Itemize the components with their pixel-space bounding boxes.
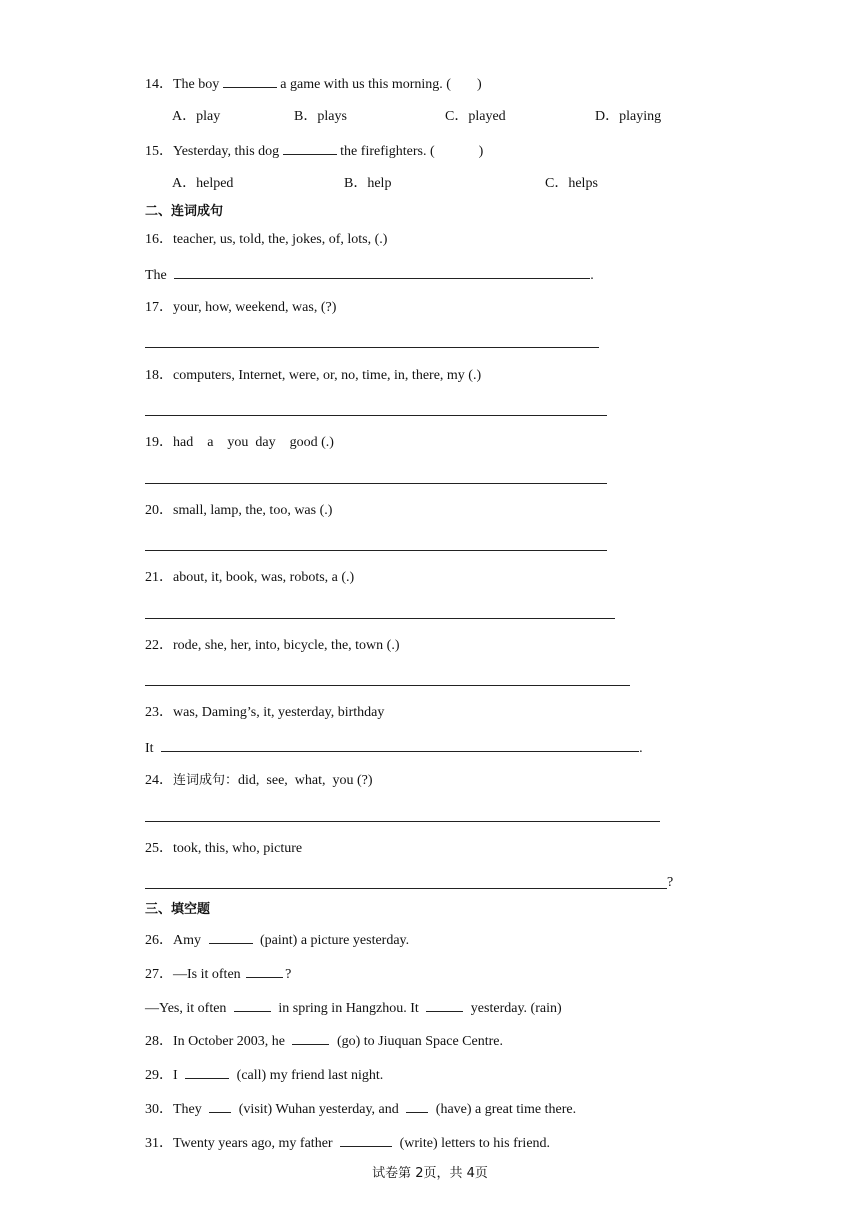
answer-blank[interactable] (406, 1099, 428, 1113)
option-d[interactable]: D．playing (595, 109, 662, 124)
answer-line[interactable] (145, 821, 660, 822)
question-30: 30．They (visit) Wuhan yesterday, and (have) a great time there. (145, 1099, 576, 1119)
answer-blank[interactable] (283, 141, 337, 155)
answer-blank[interactable] (292, 1031, 329, 1045)
page-footer: 试卷第 2页，共 4页 (372, 1166, 488, 1181)
option-c[interactable]: C．played (445, 109, 506, 124)
option-b[interactable]: B．help (344, 176, 392, 191)
option-b[interactable]: B．plays (294, 109, 347, 124)
option-a[interactable]: A．play (172, 109, 221, 124)
question-27: 27．—Is it often ? (145, 964, 291, 984)
answer-blank[interactable] (174, 265, 590, 279)
answer-line[interactable] (145, 347, 599, 348)
answer-blank[interactable] (340, 1133, 392, 1147)
question-23: 23．was, Daming’s, it, yesterday, birthday (145, 705, 385, 720)
answer-blank[interactable] (209, 930, 253, 944)
question-22: 22．rode, she, her, into, bicycle, the, town (.) (145, 638, 400, 653)
answer-line[interactable] (145, 415, 607, 416)
question-31: 31．Twenty years ago, my father (write) letters to his friend. (145, 1133, 550, 1153)
question-27-reply: —Yes, it often in spring in Hangzhou. It yesterday. (rain) (145, 998, 562, 1018)
answer-line-16: The . (145, 265, 594, 285)
answer-blank[interactable] (426, 998, 463, 1012)
question-29: 29．I (call) my friend last night. (145, 1065, 383, 1085)
question-25: 25．took, this, who, picture (145, 841, 303, 856)
option-c[interactable]: C．helps (545, 176, 598, 191)
answer-line[interactable] (145, 685, 630, 686)
answer-blank[interactable] (185, 1065, 229, 1079)
answer-blank[interactable] (161, 738, 639, 752)
question-mark: ? (667, 875, 674, 890)
question-15: 15．Yesterday, this dog the firefighters. ( ) (145, 141, 483, 161)
question-number: 14． (145, 77, 173, 92)
question-20: 20．small, lamp, the, too, was (.) (145, 503, 333, 518)
question-19: 19．had a you day good (.) (145, 435, 334, 450)
option-a[interactable]: A．helped (172, 176, 234, 191)
answer-blank[interactable] (246, 964, 283, 978)
question-21: 21．about, it, book, was, robots, a (.) (145, 570, 355, 585)
question-26: 26．Amy (paint) a picture yesterday. (145, 930, 409, 950)
question-17: 17．your, how, weekend, was, (?) (145, 300, 337, 315)
question-18: 18．computers, Internet, were, or, no, time, in, there, my (.) (145, 368, 482, 383)
section-heading-2: 二、连词成句 (145, 204, 224, 219)
answer-line-23: It . (145, 738, 643, 758)
answer-blank[interactable] (234, 998, 271, 1012)
question-28: 28．In October 2003, he (go) to Jiuquan Space Centre. (145, 1031, 503, 1051)
answer-line[interactable] (145, 550, 607, 551)
question-14: 14．The boy a game with us this morning. ( ) (145, 74, 482, 94)
answer-line[interactable] (145, 483, 607, 484)
question-number: 15． (145, 144, 173, 159)
question-24: 24．连词成句：did, see, what, you (?) (145, 773, 373, 788)
answer-line[interactable] (145, 618, 615, 619)
answer-blank[interactable] (209, 1099, 231, 1113)
question-16: 16．teacher, us, told, the, jokes, of, lots, (.) (145, 232, 388, 247)
section-heading-3: 三、填空题 (145, 902, 211, 917)
answer-blank[interactable] (223, 74, 277, 88)
answer-line[interactable] (145, 888, 667, 889)
